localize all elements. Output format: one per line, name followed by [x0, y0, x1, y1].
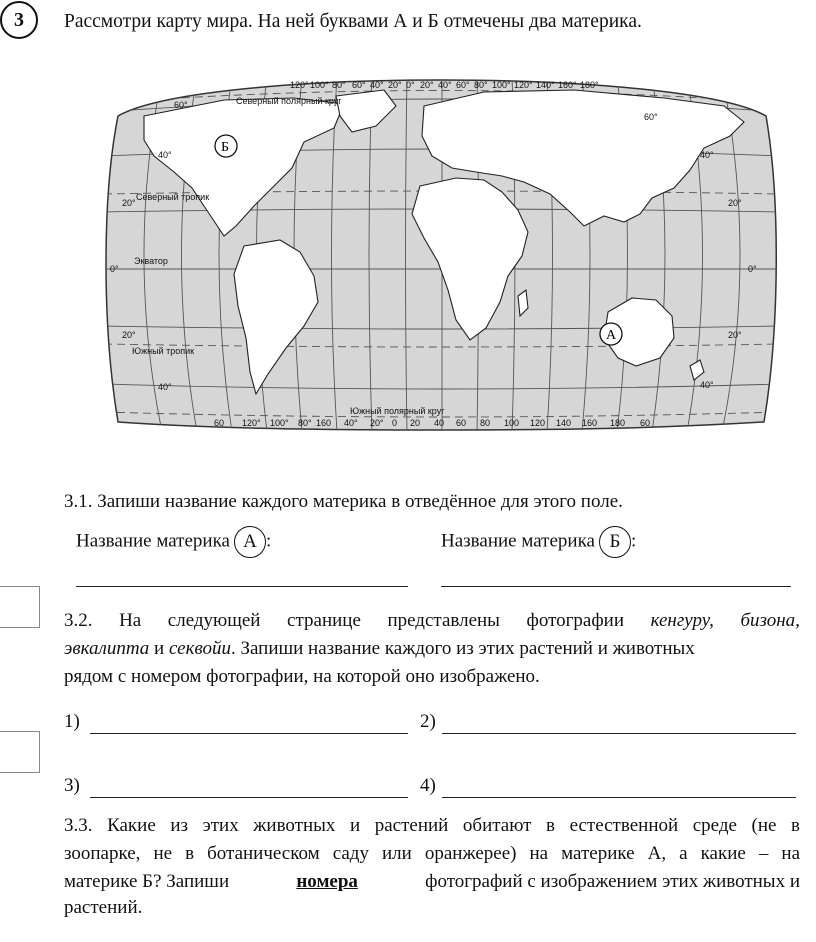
numbers-emphasis: номера: [296, 871, 358, 892]
letter-b-circle: Б: [599, 526, 631, 558]
q3-line-3: материке Б? Запиши номера фотографий с изображением этих животных и: [64, 868, 800, 896]
task-number-badge: 3: [0, 1, 38, 39]
top-lon-13: 140°: [536, 80, 555, 90]
bot-lon-9: 40: [434, 418, 445, 428]
bot-lon-3: 80°: [298, 418, 312, 428]
q3-line-1: 3.3. Какие из этих животных и растений обитают в естественной среде (не в: [64, 815, 800, 836]
q3-line-4: растений.: [64, 897, 143, 918]
bot-lon-11: 80: [480, 418, 491, 428]
bot-lon-13: 120: [530, 418, 546, 428]
label-tropic-south: Южный тропик: [132, 346, 195, 356]
bot-lon-8: 20: [410, 418, 421, 428]
left-lat-2: 20°: [122, 198, 136, 208]
right-lat-5: 40°: [700, 380, 714, 390]
svg-text:А: А: [606, 328, 617, 343]
label-equator: Экватор: [134, 256, 168, 266]
top-lon-7: 20°: [420, 80, 434, 90]
top-lon-4: 40°: [370, 80, 384, 90]
top-lon-11: 100°: [492, 80, 511, 90]
q2-n4: 4): [420, 775, 436, 796]
q3-line-2: зоопарке, не в ботаническом саду или оранжерее) на материке А, а какие – на: [64, 843, 800, 864]
svg-text:Б: Б: [221, 140, 230, 155]
q1-text: 3.1. Запиши название каждого материка в отведённое для этого поле.: [64, 491, 623, 512]
q2-line-3: рядом с номером фотографии, на которой оно изображено.: [64, 666, 540, 687]
answer-line-a[interactable]: [76, 586, 408, 587]
bot-lon-5: 40°: [344, 418, 358, 428]
q2-line-2: эвкалипта и секвойи. Запиши название каждого из этих растений и животных: [64, 638, 695, 659]
answer-line-1[interactable]: [90, 733, 408, 734]
left-lat-5: 40°: [158, 382, 172, 392]
bot-lon-14: 140: [556, 418, 572, 428]
bot-lon-17: 60: [640, 418, 651, 428]
top-lon-9: 60°: [456, 80, 470, 90]
answer-line-3[interactable]: [90, 797, 408, 798]
top-lon-6: 0°: [406, 80, 415, 90]
q1-label-a: Название материка А :: [76, 526, 271, 558]
left-lat-3: 0°: [110, 264, 119, 274]
label-arctic-circle: Северный полярный круг: [236, 96, 342, 106]
bot-lon-12: 100: [504, 418, 520, 428]
top-lon-1: 100°: [310, 80, 329, 90]
world-map: [104, 76, 780, 432]
top-lon-2: 80°: [332, 80, 346, 90]
top-lon-0: 120°: [290, 80, 309, 90]
bot-lon-4: 160: [316, 418, 332, 428]
score-box-2[interactable]: [0, 731, 40, 773]
bot-lon-2: 100°: [270, 418, 289, 428]
letter-a-circle: А: [234, 526, 266, 558]
marker-a: [600, 323, 622, 345]
q2-line-1: 3.2. На следующей странице представлены фотографии кенгуру, бизона,: [64, 610, 800, 631]
q2-n1: 1): [64, 711, 80, 732]
q2-n3: 3): [64, 775, 80, 796]
label-tropic-north: Северный тропик: [136, 192, 210, 202]
left-lat-4: 20°: [122, 330, 136, 340]
left-lat-0: 60°: [174, 100, 188, 110]
right-lat-4: 20°: [728, 330, 742, 340]
top-lon-15: 180°: [580, 80, 599, 90]
bot-lon-6: 20°: [370, 418, 384, 428]
task-intro: Рассмотри карту мира. На ней буквами А и Б отмечены два материка.: [64, 11, 642, 32]
bot-lon-7: 0: [392, 418, 398, 428]
bot-lon-16: 180: [610, 418, 626, 428]
bot-lon-0: 60: [214, 418, 225, 428]
bot-lon-1: 120°: [242, 418, 261, 428]
q1-label-b: Название материка Б :: [441, 526, 636, 558]
top-lon-3: 60°: [352, 80, 366, 90]
label-antarctic-circle: Южный полярный круг: [350, 406, 445, 416]
top-lon-12: 120°: [514, 80, 533, 90]
q2-n2: 2): [420, 711, 436, 732]
top-lon-14: 160°: [558, 80, 577, 90]
right-lat-3: 0°: [748, 264, 757, 274]
score-box-1[interactable]: [0, 586, 40, 628]
bot-lon-15: 160: [582, 418, 598, 428]
answer-line-2[interactable]: [442, 733, 796, 734]
answer-line-4[interactable]: [442, 797, 796, 798]
left-lat-1: 40°: [158, 150, 172, 160]
bot-lon-10: 60: [456, 418, 467, 428]
top-lon-5: 20°: [388, 80, 402, 90]
marker-b: [215, 135, 237, 157]
right-lat-0: 60°: [644, 112, 658, 122]
right-lat-1: 40°: [700, 150, 714, 160]
top-lon-8: 40°: [438, 80, 452, 90]
answer-line-b[interactable]: [441, 586, 791, 587]
top-lon-10: 80°: [474, 80, 488, 90]
right-lat-2: 20°: [728, 198, 742, 208]
